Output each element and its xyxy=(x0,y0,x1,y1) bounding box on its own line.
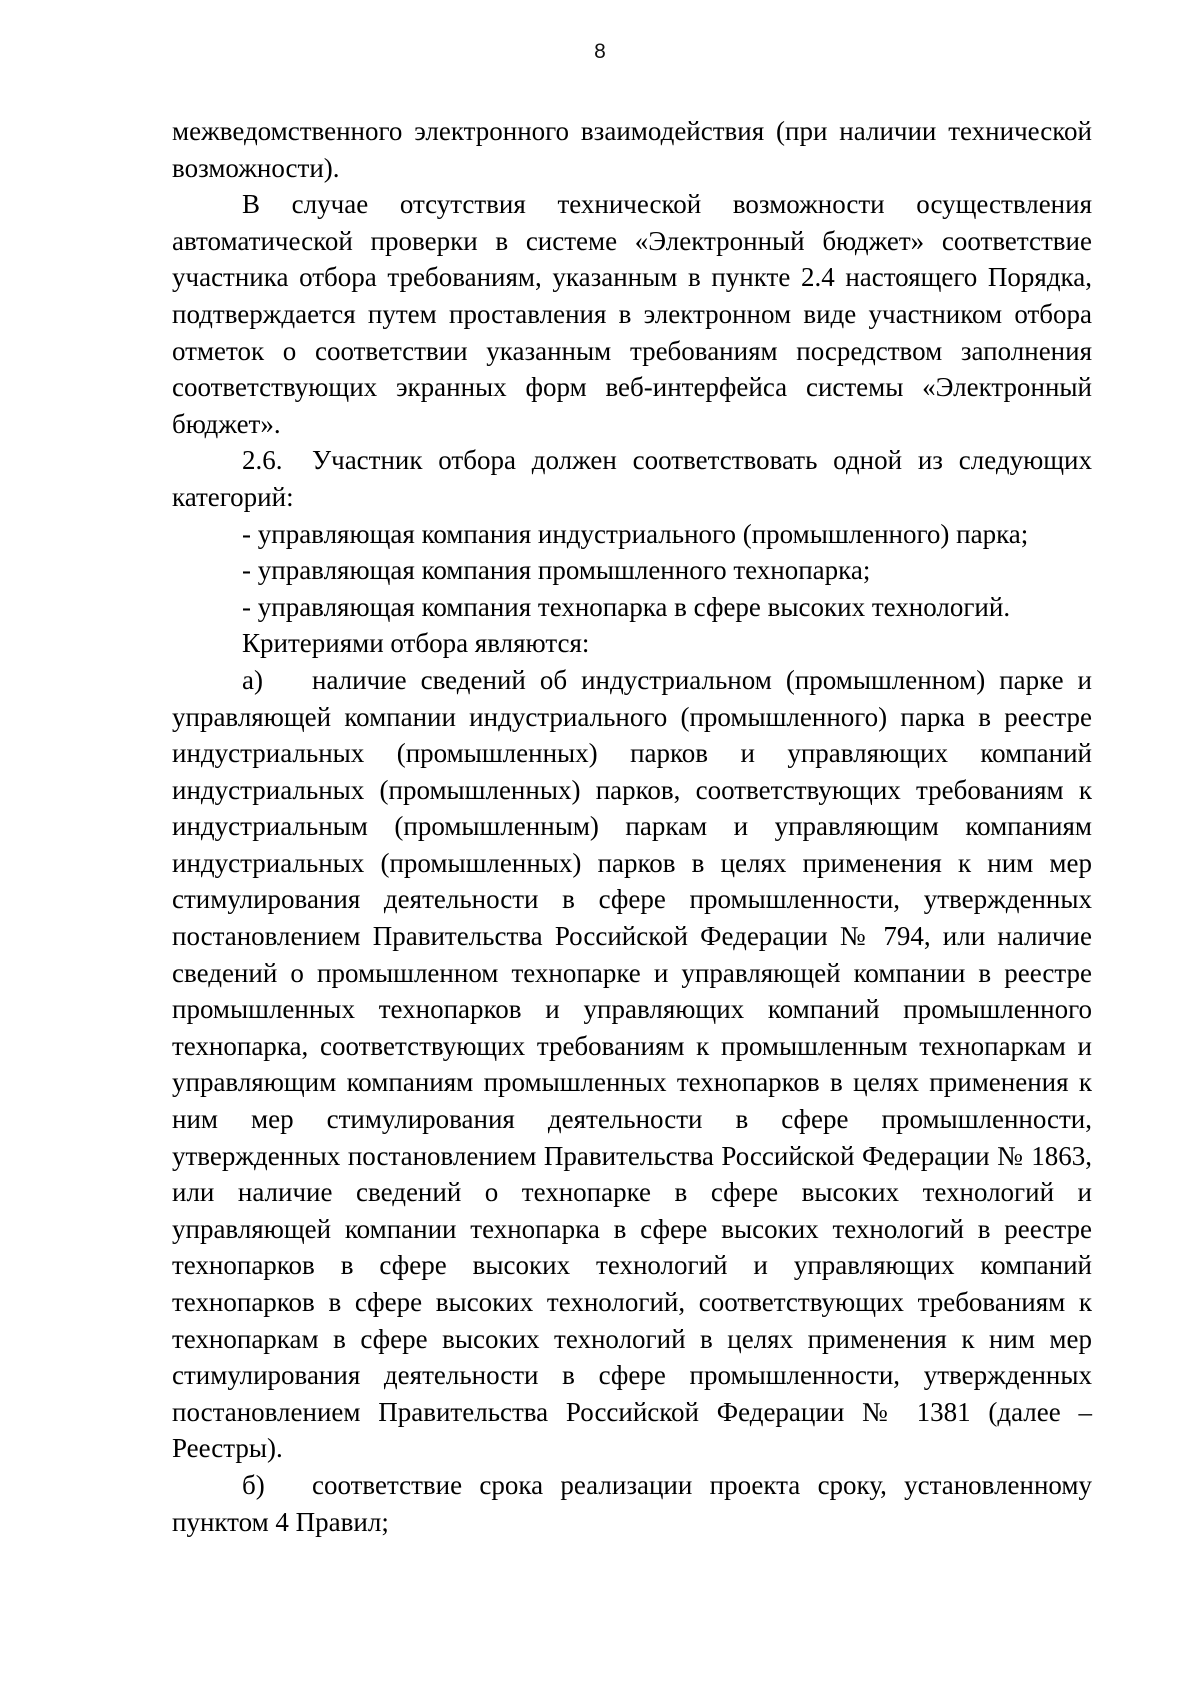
clause-text: Участник отбора должен соответствовать одной из следующих категорий: xyxy=(172,445,1092,512)
criterion-a-label: а) xyxy=(242,664,263,695)
criterion-b-text: соответствие срока реализации проекта сроку, установленному пунктом 4 Правил; xyxy=(172,1469,1092,1537)
clause-number: 2.6. xyxy=(242,445,283,476)
criterion-b xyxy=(172,1467,1092,1540)
document-body xyxy=(172,113,1092,1540)
paragraph-continuation: межведомственного электронного взаимодействия (при наличии технической возможности). xyxy=(172,116,1092,183)
criteria-heading: Критериями отбора являются: xyxy=(242,628,590,659)
list-item: - управляющая компания промышленного технопарка; xyxy=(242,555,871,586)
list-item: - управляющая компания технопарка в сфере высоких технологий. xyxy=(242,591,1011,622)
criterion-a xyxy=(172,662,1092,1467)
list-item: - управляющая компания индустриального (промышленного) парка; xyxy=(242,518,1029,549)
criterion-b-label: б) xyxy=(242,1469,265,1500)
paragraph-technical-check: В случае отсутствия технической возможности осуществления автоматической проверки в системе «Электронный бюджет» соответствие участника отбора требованиям, указанным в пункте 2.4 настоящего Порядка, подтверждается путем проставления в электронном виде участником отбора отметок о соответствии указанным требованиям посредством заполнения соответствующих экранных форм веб-интерфейса системы «Электронный бюджет». xyxy=(172,189,1092,439)
criterion-a-text: наличие сведений об индустриальном (промышленном) парке и управляющей компании индустриального (промышленного) парка в реестре индустриальных (промышленных) парков и управляющих компаний индустриальных (промышленных) парков, соответствующих требованиям к индустриальным (промышленным) паркам и управляющим компаниям индустриальных (промышленных) парков в целях применения к ним мер стимулирования деятельности в сфере промышленности, утвержденных постановлением Правительства Российской Федерации № 794, или наличие сведений о промышленном технопарке и управляющей компании в реестре промышленных технопарков и управляющих компаний промышленного технопарка, соответствующих требованиям к промышленным технопаркам и управляющим компаниям промышленных технопарков в целях применения к ним мер стимулирования деятельности в сфере промышленности, утвержденных постановлением Правительства Российской Федерации № 1863, или наличие сведений о технопарке в сфере высоких технологий и управляющей компании технопарка в сфере высоких технологий в реестре технопарков в сфере высоких технологий и управляющих компаний технопарков в сфере высоких технологий, соответствующих требованиям к технопаркам в сфере высоких технологий в целях применения к ним мер стимулирования деятельности в сфере промышленности, утвержденных постановлением Правительства Российской Федерации № 1381 (далее – Реестры). xyxy=(172,664,1092,1464)
page-number: 8 xyxy=(594,40,606,63)
paragraph-2-6 xyxy=(172,442,1092,515)
